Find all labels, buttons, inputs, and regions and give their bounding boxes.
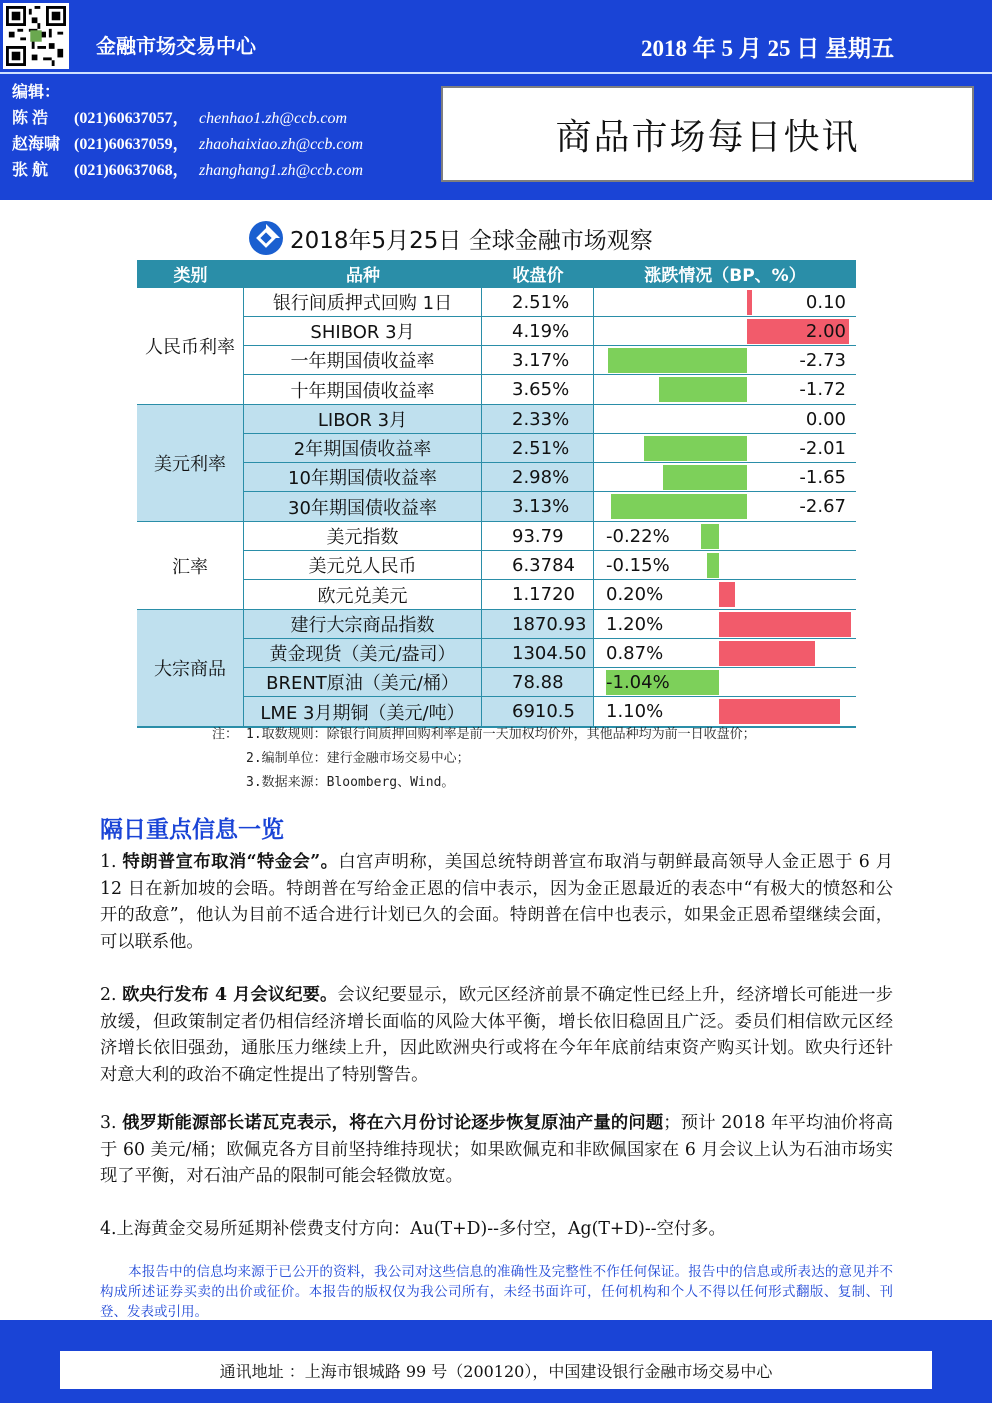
close-cell: 1304.50: [482, 639, 594, 667]
news-item-headline: 特朗普宣布取消“特金会”。: [122, 852, 339, 872]
col-header-item: 品种: [346, 266, 380, 286]
item-cell: 一年期国债收益率: [244, 346, 482, 374]
col-header-category: 类别: [173, 266, 208, 286]
table-row: [244, 346, 856, 375]
news-item-headline: 欧央行发布 4 月会议纪要。: [122, 985, 338, 1005]
report-title: 商品市场每日快讯: [555, 116, 860, 158]
note-line: 3.数据来源：Bloomberg、Wind。: [246, 775, 455, 790]
editor-phone: (021)60637059，: [74, 136, 189, 153]
editor-row: [12, 158, 363, 184]
change-cell: [594, 346, 856, 374]
item-cell: SHIBOR 3月: [244, 317, 482, 345]
editor-phone: (021)60637068，: [74, 162, 189, 179]
change-value: -0.15%: [606, 555, 670, 576]
table-row: [244, 405, 856, 434]
col-header-close: 收盘价: [512, 266, 564, 286]
col-header-change: 涨跌情况（BP、%）: [644, 266, 806, 286]
table-header: [137, 260, 856, 287]
change-bar-down: [608, 348, 747, 373]
report-date: 2018 年 5 月 25 日 星期五: [641, 36, 894, 61]
editor-email[interactable]: zhanghang1.zh@ccb.com: [199, 162, 364, 179]
news-item-body: 会议纪要显示，欧元区经济前景不确定性已经上升，经济增长可能进一步放缓，但政策制定者仍相信经济增长面临的风险大体平衡，增长依旧稳固且广泛。委员们相信欧元区经济增长依旧强劲，通胀压力继续上升，因此欧洲央行或将在今年年底前结束资产购买计划。欧央行还针对意大利的政治不确定性提出了特别警告。: [100, 985, 893, 1085]
news-heading: 隔日重点信息一览: [100, 817, 284, 843]
close-cell: 3.13%: [482, 492, 594, 521]
change-value: 0.10: [805, 292, 846, 313]
news-item-body: 白宫声明称，美国总统特朗普宣布取消与朝鲜最高领导人金正恩于 6 月 12 日在新加坡的会晤。特朗普在写给金正恩的信中表示，因为金正恩最近的表态中“有极大的愤怒和公开的敌意”，他认为目前不适合进行计划已久的会面。特朗普在信中也表示，如果金正恩希望继续会面，可以联系他。: [100, 852, 894, 952]
change-cell: [594, 288, 856, 316]
trading-center-name: 金融市场交易中心: [96, 34, 256, 58]
category-cell: 人民币利率: [137, 288, 244, 404]
item-cell: 10年期国债收益率: [244, 463, 482, 491]
change-value: -1.65: [799, 467, 846, 488]
report-header: [0, 0, 992, 200]
news-item: [100, 1216, 893, 1243]
header-divider: [0, 72, 992, 74]
item-cell: 欧元兑美元: [244, 580, 482, 609]
item-cell: 建行大宗商品指数: [244, 610, 482, 638]
item-cell: LIBOR 3月: [244, 405, 482, 433]
table-group: [137, 521, 856, 609]
change-value: -0.22%: [606, 526, 670, 547]
news-item-number: 1.: [100, 852, 123, 872]
table-row: [244, 551, 856, 580]
change-cell: [594, 405, 856, 433]
footer-address-box: [60, 1351, 932, 1389]
change-bar-up: [719, 641, 815, 666]
category-cell: 美元利率: [137, 405, 244, 521]
item-cell: 2年期国债收益率: [244, 434, 482, 462]
footer-address: 通讯地址 ：上海市银城路 99 号（200120），中国建设银行金融市场交易中心: [219, 1361, 773, 1381]
close-cell: 93.79: [482, 522, 594, 550]
change-bar-down: [659, 377, 747, 402]
table-row: [244, 580, 856, 609]
table-row: [244, 317, 856, 346]
change-value: -2.67: [799, 496, 846, 517]
close-cell: 3.17%: [482, 346, 594, 374]
news-item: [100, 982, 893, 1088]
table-row: [244, 492, 856, 521]
change-bar-down: [663, 465, 747, 490]
change-bar-up: [719, 699, 840, 724]
close-cell: 2.51%: [482, 434, 594, 462]
table-group: [137, 609, 856, 726]
table-row: [244, 697, 856, 726]
editor-name: 陈 浩: [12, 110, 49, 127]
market-table-title: [248, 218, 653, 258]
change-cell: [594, 639, 856, 667]
change-value: -2.73: [799, 350, 846, 371]
close-cell: 1870.93: [482, 610, 594, 638]
item-cell: 美元指数: [244, 522, 482, 550]
qr-code: [3, 3, 69, 69]
category-cell: 大宗商品: [137, 610, 244, 726]
editor-name: 赵海啸: [12, 136, 61, 153]
change-value: 0.20%: [606, 584, 664, 605]
close-cell: 2.33%: [482, 405, 594, 433]
market-table-title-text: 2018年5月25日 全球金融市场观察: [290, 227, 653, 254]
change-bar-up: [719, 582, 735, 607]
close-cell: 2.51%: [482, 288, 594, 316]
news-item-body: ；预计 2018 年平均油价将高于 60 美元/桶；欧佩克各方目前坚持维持现状；如果欧佩克和非欧佩国家在 6 月会议上认为石油市场实现了平衡，对石油产品的限制可能会轻微放宽。: [100, 1113, 893, 1186]
table-notes: [212, 723, 756, 795]
note-line: 1.取数规则：除银行间质押回购利率是前一天加权均价外，其他品种均为前一日收盘价；: [246, 727, 756, 742]
report-title-box: [441, 86, 974, 182]
change-cell: [594, 551, 856, 579]
change-bar-down: [644, 436, 747, 461]
news-item-number: 3.: [100, 1113, 123, 1133]
disclaimer: [100, 1262, 893, 1322]
disclaimer-text: 本报告中的信息均来源于已公开的资料，我公司对这些信息的准确性及完整性不作任何保证。报告中的信息或所表达的意见并不构成所述证券买卖的出价或征价。本报告的版权仅为我公司所有，未经书面许可，任何机构和个人不得以任何形式翻版、复制、刊登、发表或引用。: [100, 1264, 893, 1320]
close-cell: 4.19%: [482, 317, 594, 345]
change-cell: [594, 668, 856, 696]
editor-name: 张 航: [12, 162, 49, 179]
table-row: [244, 463, 856, 492]
change-cell: [594, 463, 856, 491]
change-cell: [594, 697, 856, 726]
change-value: 1.20%: [606, 614, 664, 635]
editors-label: 编辑：: [12, 84, 61, 101]
news-item: [100, 1110, 893, 1190]
close-cell: 6910.5: [482, 697, 594, 726]
editor-email[interactable]: chenhao1.zh@ccb.com: [199, 110, 348, 127]
editor-row: [12, 106, 363, 132]
table-row: [244, 288, 856, 317]
close-cell: 3.65%: [482, 375, 594, 404]
table-row: [244, 522, 856, 551]
change-bar-down: [701, 524, 719, 549]
table-row: [244, 639, 856, 668]
news-item-number: 2.: [100, 985, 123, 1005]
change-cell: [594, 317, 856, 345]
note-line: 2.编制单位：建行金融市场交易中心；: [246, 751, 470, 766]
change-bar-up: [719, 612, 851, 637]
market-table: [137, 260, 856, 728]
notes-label: 注：: [212, 727, 239, 742]
change-value: 2.00: [805, 321, 846, 342]
item-cell: 美元兑人民币: [244, 551, 482, 579]
change-cell: [594, 610, 856, 638]
table-row: [244, 434, 856, 463]
editor-phone: (021)60637057，: [74, 110, 189, 127]
news-item-body: 4.上海黄金交易所延期补偿费支付方向：Au(T+D)--多付空，Ag(T+D)--空付多。: [100, 1219, 726, 1239]
change-value: 0.87%: [606, 643, 664, 664]
ccb-logo-icon: [248, 220, 284, 256]
editors-block: [12, 80, 363, 184]
item-cell: BRENT原油（美元/桶）: [244, 668, 482, 696]
table-row: [244, 375, 856, 404]
change-value: -1.72: [799, 379, 846, 400]
item-cell: 30年期国债收益率: [244, 492, 482, 521]
category-cell: 汇率: [137, 522, 244, 609]
table-body: [137, 287, 856, 726]
change-value: -2.01: [799, 438, 846, 459]
item-cell: 黄金现货（美元/盎司）: [244, 639, 482, 667]
item-cell: 银行间质押式回购 1日: [244, 288, 482, 316]
table-row: [244, 610, 856, 639]
close-cell: 6.3784: [482, 551, 594, 579]
table-group: [137, 287, 856, 404]
change-bar-up: [747, 290, 752, 315]
item-cell: 十年期国债收益率: [244, 375, 482, 404]
editor-email[interactable]: zhaohaixiao.zh@ccb.com: [199, 136, 364, 153]
change-cell: [594, 492, 856, 521]
close-cell: 2.98%: [482, 463, 594, 491]
change-value: -1.04%: [606, 672, 670, 693]
news-item-headline: 俄罗斯能源部长诺瓦克表示，将在六月份讨论逐步恢复原油产量的问题: [122, 1113, 664, 1133]
change-cell: [594, 375, 856, 404]
change-bar-down: [707, 553, 719, 578]
change-bar-down: [611, 494, 747, 519]
news-item: [100, 849, 893, 955]
item-cell: LME 3月期铜（美元/吨）: [244, 697, 482, 726]
change-cell: [594, 580, 856, 609]
close-cell: 78.88: [482, 668, 594, 696]
table-row: [244, 668, 856, 697]
table-group: [137, 404, 856, 521]
change-cell: [594, 434, 856, 462]
change-cell: [594, 522, 856, 550]
close-cell: 1.1720: [482, 580, 594, 609]
change-value: 1.10%: [606, 701, 664, 722]
change-value: 0.00: [805, 409, 846, 430]
editor-row: [12, 132, 363, 158]
